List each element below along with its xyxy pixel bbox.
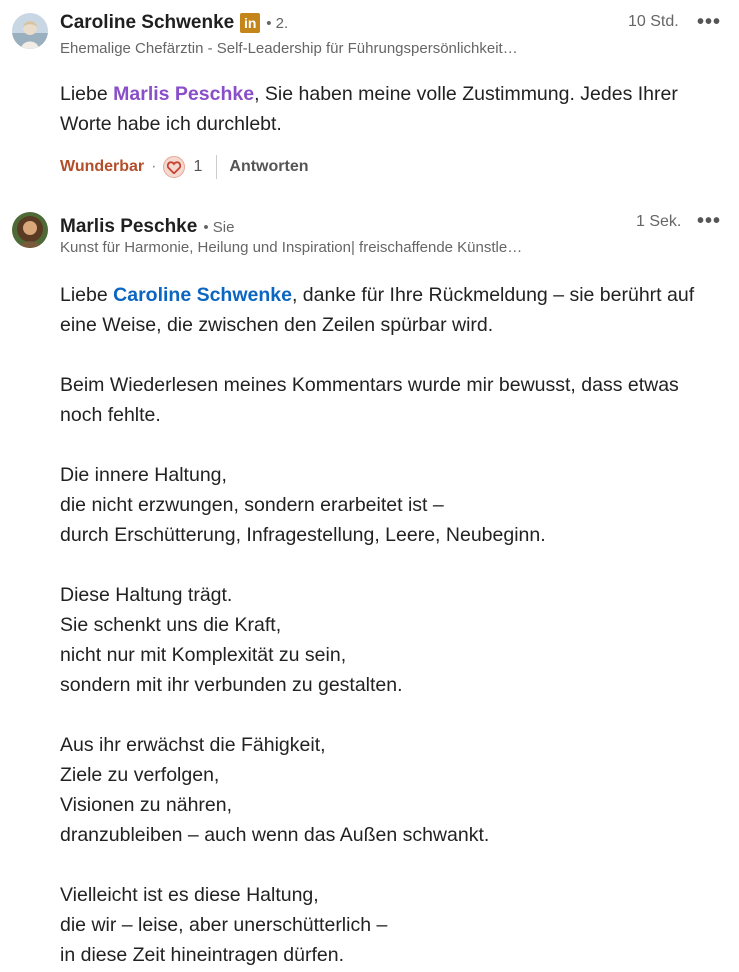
separator: · bbox=[151, 158, 157, 175]
comment-timestamp: 1 Sek. bbox=[636, 213, 682, 230]
text-line: Ziele zu verfolgen, bbox=[60, 764, 220, 786]
paragraph bbox=[60, 370, 730, 430]
mention-link[interactable]: Caroline Schwenke bbox=[113, 284, 292, 306]
author-name[interactable]: Marlis Peschke bbox=[60, 216, 198, 237]
text-line: noch fehlte. bbox=[60, 404, 161, 426]
author-headline: Kunst für Harmonie, Heilung und Inspiration| freischaffende Künstle… bbox=[60, 239, 523, 256]
divider bbox=[216, 155, 217, 179]
text-line: Aus ihr erwächst die Fähigkeit, bbox=[60, 734, 326, 756]
avatar[interactable] bbox=[12, 13, 48, 49]
reaction-button[interactable]: Wunderbar bbox=[60, 158, 145, 175]
comment-body bbox=[60, 280, 730, 970]
comment-body bbox=[60, 79, 730, 139]
more-options-icon[interactable]: ••• bbox=[696, 11, 721, 33]
paragraph bbox=[60, 580, 730, 700]
author-row bbox=[60, 216, 234, 238]
text-fragment: Liebe bbox=[60, 284, 114, 306]
text-line: die wir – leise, aber unerschütterlich – bbox=[60, 914, 388, 936]
text-line: durch Erschütterung, Infragestellung, Leere, Neubeginn. bbox=[60, 524, 546, 546]
text-line: Die innere Haltung, bbox=[60, 464, 227, 486]
paragraph bbox=[60, 730, 730, 850]
text-line: die nicht erzwungen, sondern erarbeitet ist – bbox=[60, 494, 444, 516]
text-fragment: eine Weise, die zwischen den Zeilen spürbar wird. bbox=[60, 314, 494, 336]
text-line: sondern mit ihr verbunden zu gestalten. bbox=[60, 674, 403, 696]
text-line: Vielleicht ist es diese Haltung, bbox=[60, 884, 319, 906]
author-name[interactable]: Caroline Schwenke bbox=[60, 12, 235, 33]
paragraph bbox=[60, 880, 730, 970]
connection-degree: • 2. bbox=[266, 14, 289, 32]
heart-icon[interactable] bbox=[163, 156, 185, 178]
mention-link[interactable]: Marlis Peschke bbox=[113, 83, 255, 105]
avatar[interactable] bbox=[12, 212, 48, 248]
more-options-icon[interactable]: ••• bbox=[696, 210, 721, 232]
text-line: nicht nur mit Komplexität zu sein, bbox=[60, 644, 347, 666]
author-row bbox=[60, 12, 288, 34]
reaction-count[interactable]: 1 bbox=[193, 158, 203, 175]
reply-button[interactable]: Antworten bbox=[229, 158, 309, 175]
text-line: Sie schenkt uns die Kraft, bbox=[60, 614, 282, 636]
comment-timestamp: 10 Std. bbox=[628, 13, 679, 30]
comment-actions bbox=[60, 153, 309, 181]
paragraph bbox=[60, 280, 730, 340]
text-fragment: , danke für Ihre Rückmeldung – sie berührt auf bbox=[291, 284, 695, 306]
text-line: Beim Wiederlesen meines Kommentars wurde mir bewusst, dass etwas bbox=[60, 374, 679, 396]
text-fragment: Liebe bbox=[60, 83, 114, 105]
text-fragment: , Sie haben meine volle Zustimmung. Jedes Ihrer bbox=[254, 83, 678, 105]
text-line: Diese Haltung trägt. bbox=[60, 584, 233, 606]
text-line: Visionen zu nähren, bbox=[60, 794, 233, 816]
linkedin-premium-icon: in bbox=[240, 13, 260, 33]
author-headline: Ehemalige Chefärztin - Self-Leadership für Führungspersönlichkeit… bbox=[60, 40, 518, 57]
connection-degree: • Sie bbox=[203, 218, 235, 236]
text-line: dranzubleiben – auch wenn das Außen schwankt. bbox=[60, 824, 490, 846]
text-line: in diese Zeit hineintragen dürfen. bbox=[60, 944, 345, 966]
text-fragment: Worte habe ich durchlebt. bbox=[60, 113, 282, 135]
paragraph bbox=[60, 460, 730, 550]
